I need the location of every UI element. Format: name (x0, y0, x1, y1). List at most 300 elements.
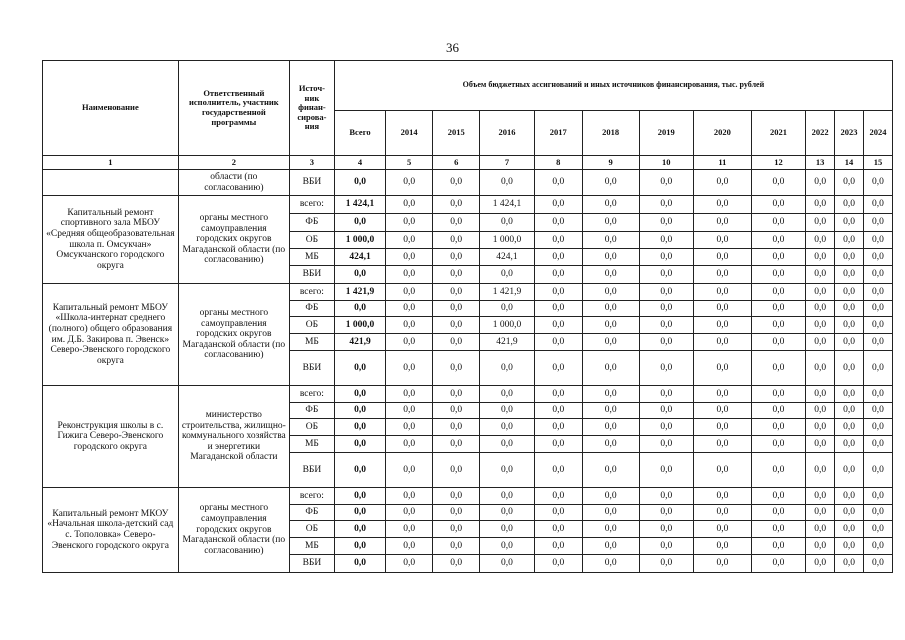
year-value: 0,0 (806, 521, 835, 538)
year-value: 0,0 (639, 196, 694, 214)
year-value: 0,0 (534, 317, 582, 334)
year-value: 0,0 (806, 505, 835, 521)
year-value: 0,0 (582, 301, 639, 317)
continuation-source: ВБИ (289, 170, 334, 196)
year-value: 0,0 (863, 284, 892, 301)
year-value: 0,0 (639, 284, 694, 301)
table-row (43, 386, 893, 403)
total-value: 0,0 (334, 555, 385, 573)
year-value: 0,0 (694, 403, 752, 419)
total-value: 0,0 (334, 453, 385, 488)
total-value: 0,0 (334, 419, 385, 436)
year-value: 0,0 (433, 214, 480, 232)
column-number: 4 (334, 156, 385, 170)
year-value: 0,0 (386, 403, 433, 419)
continuation-value: 0,0 (433, 170, 480, 196)
budget-table (42, 60, 893, 573)
continuation-executor: области (по согласованию) (178, 170, 289, 196)
header-year: 2019 (639, 111, 694, 156)
year-value: 0,0 (639, 521, 694, 538)
year-value: 0,0 (751, 403, 806, 419)
year-value: 0,0 (694, 351, 752, 386)
year-value: 0,0 (582, 521, 639, 538)
header-year: 2015 (433, 111, 480, 156)
year-value: 0,0 (806, 351, 835, 386)
year-value: 0,0 (835, 538, 864, 555)
continuation-value: 0,0 (863, 170, 892, 196)
year-value: 0,0 (863, 351, 892, 386)
year-value: 0,0 (639, 538, 694, 555)
year-value: 0,0 (835, 232, 864, 249)
year-value: 0,0 (480, 214, 535, 232)
year-value: 0,0 (639, 386, 694, 403)
year-value: 0,0 (863, 301, 892, 317)
executor-name: органы местного самоуправления городских округов Магаданской области (по согласованию) (178, 284, 289, 386)
year-value: 0,0 (480, 488, 535, 505)
year-value: 0,0 (751, 419, 806, 436)
column-number: 10 (639, 156, 694, 170)
year-value: 0,0 (386, 266, 433, 284)
total-value: 0,0 (334, 488, 385, 505)
year-value: 0,0 (694, 334, 752, 351)
year-value: 0,0 (386, 453, 433, 488)
year-value: 0,0 (480, 505, 535, 521)
header-name: Наименование (43, 61, 179, 156)
year-value: 0,0 (694, 232, 752, 249)
year-value: 0,0 (534, 249, 582, 266)
column-number: 1 (43, 156, 179, 170)
year-value: 421,9 (480, 334, 535, 351)
year-value: 0,0 (582, 232, 639, 249)
year-value: 0,0 (582, 351, 639, 386)
table-row (43, 488, 893, 505)
year-value: 0,0 (806, 214, 835, 232)
year-value: 0,0 (639, 403, 694, 419)
year-value: 0,0 (835, 266, 864, 284)
year-value: 0,0 (433, 196, 480, 214)
column-number: 13 (806, 156, 835, 170)
year-value: 0,0 (433, 386, 480, 403)
year-value: 0,0 (433, 488, 480, 505)
year-value: 0,0 (806, 488, 835, 505)
year-value: 0,0 (386, 214, 433, 232)
year-value: 0,0 (751, 505, 806, 521)
year-value: 0,0 (480, 386, 535, 403)
funding-source: ВБИ (289, 351, 334, 386)
year-value: 0,0 (639, 436, 694, 453)
year-value: 0,0 (480, 301, 535, 317)
total-value: 0,0 (334, 351, 385, 386)
year-value: 0,0 (534, 403, 582, 419)
year-value: 0,0 (433, 351, 480, 386)
total-value: 424,1 (334, 249, 385, 266)
year-value: 0,0 (534, 301, 582, 317)
year-value: 0,0 (694, 249, 752, 266)
year-value: 0,0 (806, 334, 835, 351)
total-value: 421,9 (334, 334, 385, 351)
year-value: 0,0 (433, 403, 480, 419)
year-value: 0,0 (433, 284, 480, 301)
year-value: 0,0 (534, 436, 582, 453)
funding-source: ФБ (289, 214, 334, 232)
year-value: 0,0 (863, 436, 892, 453)
year-value: 0,0 (582, 386, 639, 403)
header-year: 2016 (480, 111, 535, 156)
header-year: 2014 (386, 111, 433, 156)
year-value: 0,0 (863, 505, 892, 521)
year-value: 0,0 (639, 214, 694, 232)
year-value: 0,0 (806, 301, 835, 317)
year-value: 0,0 (534, 284, 582, 301)
column-number: 6 (433, 156, 480, 170)
year-value: 0,0 (835, 386, 864, 403)
table-row (43, 196, 893, 214)
funding-source: всего: (289, 488, 334, 505)
year-value: 0,0 (694, 196, 752, 214)
year-value: 0,0 (386, 334, 433, 351)
year-value: 0,0 (480, 436, 535, 453)
funding-source: МБ (289, 249, 334, 266)
funding-source: ФБ (289, 403, 334, 419)
year-value: 0,0 (751, 538, 806, 555)
total-value: 0,0 (334, 403, 385, 419)
year-value: 0,0 (386, 521, 433, 538)
continuation-value: 0,0 (835, 170, 864, 196)
year-value: 0,0 (751, 284, 806, 301)
executor-name: органы местного самоуправления городских округов Магаданской области (по согласованию) (178, 196, 289, 284)
total-value: 1 424,1 (334, 196, 385, 214)
year-value: 1 000,0 (480, 317, 535, 334)
year-value: 0,0 (433, 301, 480, 317)
year-value: 0,0 (863, 232, 892, 249)
year-value: 0,0 (480, 403, 535, 419)
year-value: 0,0 (806, 317, 835, 334)
total-value: 1 000,0 (334, 232, 385, 249)
year-value: 0,0 (835, 488, 864, 505)
object-name: Капитальный ремонт МБОУ «Школа-интернат среднего (полного) общего образования им. Д.Б. Закирова п. Эвенск» Северо-Эвенского городского округа (43, 284, 179, 386)
column-numbers-row (43, 156, 893, 170)
year-value: 0,0 (806, 538, 835, 555)
column-number: 3 (289, 156, 334, 170)
year-value: 0,0 (582, 317, 639, 334)
year-value: 0,0 (694, 538, 752, 555)
year-value: 0,0 (639, 249, 694, 266)
year-value: 0,0 (751, 301, 806, 317)
object-name: Капитальный ремонт МКОУ «Начальная школа-детский сад с. Тополовка» Северо-Эвенского городского округа (43, 488, 179, 573)
year-value: 0,0 (835, 403, 864, 419)
year-value: 0,0 (863, 538, 892, 555)
year-value: 0,0 (534, 505, 582, 521)
year-value: 0,0 (582, 196, 639, 214)
header-year: 2021 (751, 111, 806, 156)
year-value: 0,0 (386, 249, 433, 266)
year-value: 0,0 (582, 538, 639, 555)
header-executor: Ответственный исполнитель, участник государственной программы (178, 61, 289, 156)
year-value: 0,0 (582, 453, 639, 488)
year-value: 0,0 (534, 453, 582, 488)
year-value: 0,0 (751, 249, 806, 266)
year-value: 0,0 (694, 555, 752, 573)
year-value: 0,0 (694, 266, 752, 284)
year-value: 0,0 (835, 419, 864, 436)
year-value: 0,0 (806, 555, 835, 573)
funding-source: ФБ (289, 301, 334, 317)
header-year: 2022 (806, 111, 835, 156)
funding-source: ОБ (289, 232, 334, 249)
year-value: 0,0 (480, 453, 535, 488)
year-value: 0,0 (751, 334, 806, 351)
year-value: 0,0 (835, 196, 864, 214)
header-source: Источ-ник финан-сирова-ния (289, 61, 334, 156)
year-value: 0,0 (534, 334, 582, 351)
year-value: 0,0 (751, 317, 806, 334)
year-value: 0,0 (433, 232, 480, 249)
year-value: 0,0 (863, 196, 892, 214)
year-value: 0,0 (751, 214, 806, 232)
year-value: 0,0 (534, 196, 582, 214)
object-name: Капитальный ремонт спортивного зала МБОУ «Средняя общеобразовательная школа п. Омсукчан» Омсукчанского городского округа (43, 196, 179, 284)
funding-source: ОБ (289, 317, 334, 334)
year-value: 0,0 (751, 488, 806, 505)
year-value: 0,0 (835, 555, 864, 573)
executor-name: органы местного самоуправления городских округов Магаданской области (по согласованию) (178, 488, 289, 573)
year-value: 0,0 (835, 436, 864, 453)
table-row (43, 284, 893, 301)
funding-source: МБ (289, 436, 334, 453)
year-value: 0,0 (806, 232, 835, 249)
continuation-total: 0,0 (334, 170, 385, 196)
continuation-value: 0,0 (582, 170, 639, 196)
year-value: 0,0 (386, 538, 433, 555)
total-value: 0,0 (334, 266, 385, 284)
year-value: 0,0 (639, 266, 694, 284)
year-value: 0,0 (582, 334, 639, 351)
year-value: 0,0 (534, 538, 582, 555)
year-value: 0,0 (534, 214, 582, 232)
year-value: 0,0 (694, 436, 752, 453)
year-value: 0,0 (639, 301, 694, 317)
year-value: 0,0 (694, 284, 752, 301)
header-year: 2017 (534, 111, 582, 156)
year-value: 0,0 (433, 249, 480, 266)
year-value: 0,0 (534, 386, 582, 403)
year-value: 0,0 (639, 334, 694, 351)
year-value: 0,0 (863, 555, 892, 573)
total-value: 0,0 (334, 436, 385, 453)
column-number: 7 (480, 156, 535, 170)
year-value: 0,0 (582, 403, 639, 419)
year-value: 0,0 (534, 521, 582, 538)
year-value: 0,0 (386, 555, 433, 573)
funding-source: ОБ (289, 419, 334, 436)
year-value: 0,0 (806, 403, 835, 419)
year-value: 0,0 (863, 386, 892, 403)
year-value: 0,0 (835, 351, 864, 386)
column-number: 11 (694, 156, 752, 170)
year-value: 0,0 (639, 505, 694, 521)
year-value: 0,0 (835, 334, 864, 351)
year-value: 0,0 (639, 317, 694, 334)
year-value: 0,0 (386, 301, 433, 317)
funding-source: всего: (289, 196, 334, 214)
header-year: 2018 (582, 111, 639, 156)
year-value: 0,0 (751, 351, 806, 386)
year-value: 0,0 (835, 301, 864, 317)
year-value: 0,0 (534, 555, 582, 573)
continuation-value: 0,0 (386, 170, 433, 196)
year-value: 0,0 (433, 505, 480, 521)
year-value: 0,0 (751, 436, 806, 453)
year-value: 1 000,0 (480, 232, 535, 249)
object-name: Реконструкция школы в с. Гижига Северо-Эвенского городского округа (43, 386, 179, 488)
year-value: 0,0 (835, 453, 864, 488)
year-value: 0,0 (751, 232, 806, 249)
year-value: 0,0 (806, 196, 835, 214)
continuation-value: 0,0 (751, 170, 806, 196)
year-value: 0,0 (751, 386, 806, 403)
year-value: 0,0 (386, 351, 433, 386)
year-value: 0,0 (835, 284, 864, 301)
year-value: 0,0 (582, 284, 639, 301)
continuation-value: 0,0 (694, 170, 752, 196)
year-value: 0,0 (386, 386, 433, 403)
continuation-value: 0,0 (534, 170, 582, 196)
year-value: 0,0 (751, 266, 806, 284)
year-value: 0,0 (751, 196, 806, 214)
funding-source: МБ (289, 334, 334, 351)
year-value: 0,0 (582, 555, 639, 573)
year-value: 0,0 (863, 453, 892, 488)
total-value: 0,0 (334, 386, 385, 403)
year-value: 0,0 (806, 249, 835, 266)
year-value: 0,0 (863, 488, 892, 505)
total-value: 0,0 (334, 301, 385, 317)
year-value: 0,0 (534, 351, 582, 386)
column-number: 5 (386, 156, 433, 170)
year-value: 0,0 (386, 232, 433, 249)
total-value: 0,0 (334, 521, 385, 538)
total-value: 0,0 (334, 214, 385, 232)
year-value: 0,0 (386, 505, 433, 521)
year-value: 0,0 (582, 488, 639, 505)
funding-source: ОБ (289, 521, 334, 538)
year-value: 0,0 (433, 436, 480, 453)
column-number: 2 (178, 156, 289, 170)
year-value: 0,0 (582, 436, 639, 453)
year-value: 0,0 (433, 538, 480, 555)
header-total: Всего (334, 111, 385, 156)
year-value: 0,0 (386, 196, 433, 214)
year-value: 0,0 (480, 555, 535, 573)
year-value: 0,0 (806, 436, 835, 453)
column-number: 15 (863, 156, 892, 170)
year-value: 0,0 (751, 521, 806, 538)
year-value: 0,0 (639, 453, 694, 488)
header-year: 2020 (694, 111, 752, 156)
year-value: 0,0 (863, 317, 892, 334)
year-value: 0,0 (480, 538, 535, 555)
funding-source: ВБИ (289, 555, 334, 573)
year-value: 0,0 (863, 521, 892, 538)
year-value: 0,0 (863, 266, 892, 284)
continuation-value: 0,0 (639, 170, 694, 196)
year-value: 0,0 (386, 284, 433, 301)
total-value: 0,0 (334, 538, 385, 555)
year-value: 0,0 (433, 317, 480, 334)
year-value: 0,0 (806, 453, 835, 488)
year-value: 0,0 (694, 419, 752, 436)
year-value: 0,0 (694, 386, 752, 403)
total-value: 0,0 (334, 505, 385, 521)
continuation-row (43, 170, 893, 196)
year-value: 0,0 (694, 317, 752, 334)
year-value: 0,0 (806, 419, 835, 436)
year-value: 0,0 (386, 419, 433, 436)
year-value: 0,0 (863, 214, 892, 232)
year-value: 0,0 (863, 403, 892, 419)
year-value: 0,0 (582, 249, 639, 266)
year-value: 0,0 (433, 419, 480, 436)
funding-source: всего: (289, 284, 334, 301)
year-value: 1 421,9 (480, 284, 535, 301)
year-value: 0,0 (694, 453, 752, 488)
year-value: 0,0 (694, 488, 752, 505)
year-value: 0,0 (433, 521, 480, 538)
column-number: 8 (534, 156, 582, 170)
year-value: 0,0 (835, 214, 864, 232)
year-value: 0,0 (751, 555, 806, 573)
year-value: 1 424,1 (480, 196, 535, 214)
year-value: 0,0 (386, 488, 433, 505)
funding-source: ВБИ (289, 266, 334, 284)
year-value: 0,0 (806, 386, 835, 403)
year-value: 0,0 (534, 419, 582, 436)
funding-source: ФБ (289, 505, 334, 521)
year-value: 0,0 (835, 317, 864, 334)
year-value: 0,0 (639, 555, 694, 573)
year-value: 0,0 (582, 505, 639, 521)
year-value: 0,0 (534, 232, 582, 249)
year-value: 0,0 (386, 317, 433, 334)
year-value: 0,0 (639, 419, 694, 436)
year-value: 0,0 (639, 232, 694, 249)
year-value: 0,0 (694, 521, 752, 538)
year-value: 0,0 (480, 266, 535, 284)
year-value: 0,0 (863, 249, 892, 266)
year-value: 0,0 (433, 555, 480, 573)
year-value: 0,0 (863, 334, 892, 351)
column-number: 14 (835, 156, 864, 170)
continuation-value: 0,0 (480, 170, 535, 196)
year-value: 0,0 (386, 436, 433, 453)
year-value: 0,0 (639, 488, 694, 505)
year-value: 0,0 (694, 301, 752, 317)
year-value: 0,0 (582, 214, 639, 232)
page-number: 36 (446, 40, 459, 55)
continuation-value: 0,0 (806, 170, 835, 196)
total-value: 1 421,9 (334, 284, 385, 301)
column-number: 12 (751, 156, 806, 170)
funding-source: ВБИ (289, 453, 334, 488)
header-year: 2023 (835, 111, 864, 156)
year-value: 0,0 (694, 505, 752, 521)
funding-source: всего: (289, 386, 334, 403)
year-value: 0,0 (480, 419, 535, 436)
year-value: 0,0 (433, 453, 480, 488)
year-value: 0,0 (863, 419, 892, 436)
year-value: 0,0 (480, 521, 535, 538)
year-value: 0,0 (835, 249, 864, 266)
